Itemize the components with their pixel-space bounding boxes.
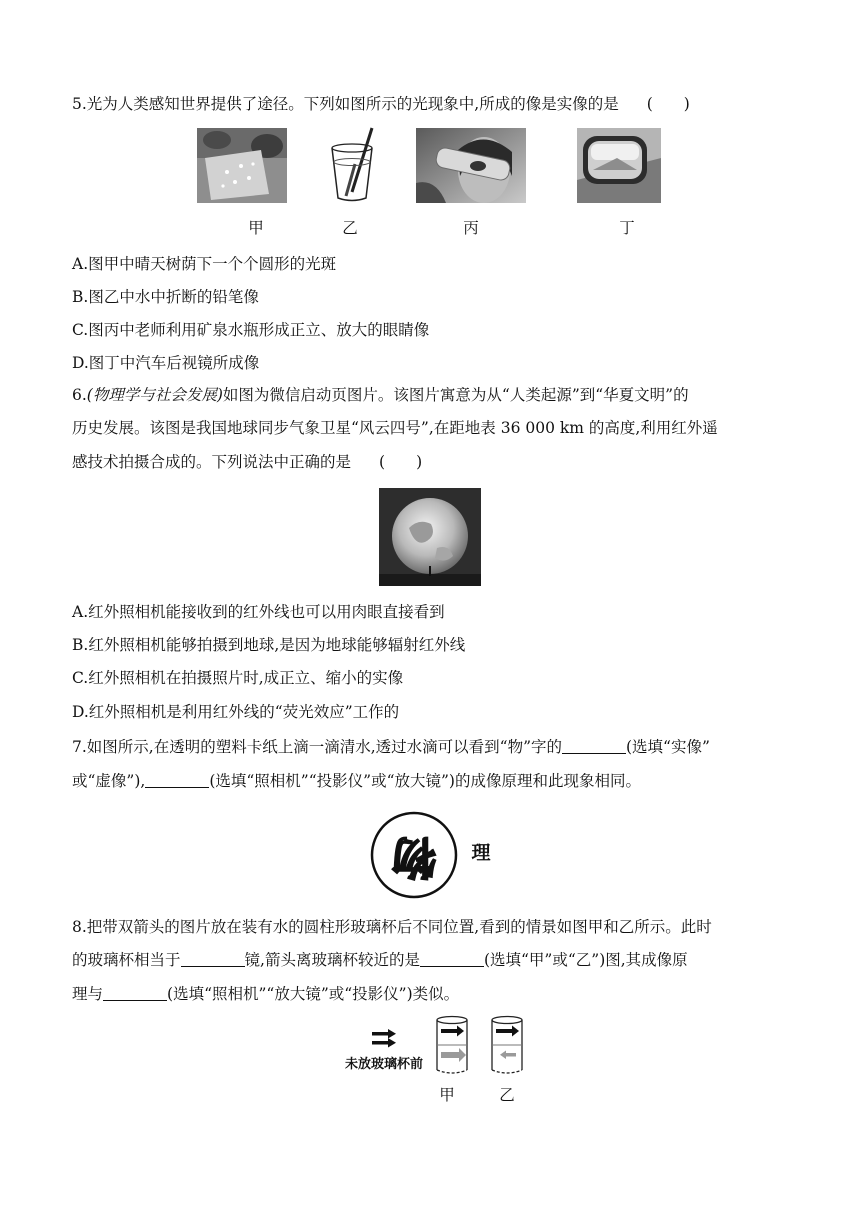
q6-stem-line3: 感技术拍摄合成的。下列说法中正确的是 ( ) xyxy=(72,453,423,471)
q6-stem-line2: 历史发展。该图是我国地球同步气象卫星“风云四号”,在距地表 36 000 km 的高度,利用红外遥 xyxy=(72,419,718,437)
q5-stem: 5.光为人类感知世界提供了途径。下列如图所示的光现象中,所成的像是实像的是 ( ) xyxy=(72,95,690,113)
q6-option-a: A.红外照相机能接收到的红外线也可以用肉眼直接看到 xyxy=(72,603,445,621)
q7-drop-char: 物 xyxy=(392,831,436,882)
q5-answer-bracket: ( ) xyxy=(646,95,690,113)
q5-label-bing: 丙 xyxy=(463,219,479,237)
q5-label-yi: 乙 xyxy=(342,219,358,237)
q5-option-c: C.图丙中老师利用矿泉水瓶形成正立、放大的眼睛像 xyxy=(72,321,430,339)
q5-label-jia: 甲 xyxy=(248,219,264,237)
q7-stem-line2: 或“虚像”), (选填“照相机”“投影仪”或“放大镜”)的成像原理和此现象相同。 xyxy=(72,772,641,790)
q7-blank-1[interactable] xyxy=(562,739,626,754)
q5-photo-ding xyxy=(577,128,661,203)
q5-photo-yi xyxy=(328,126,378,204)
q6-answer-bracket: ( ) xyxy=(379,453,423,471)
q6-option-c: C.红外照相机在拍摄照片时,成正立、缩小的实像 xyxy=(72,669,404,687)
q7-outside-char: 理 xyxy=(471,842,491,864)
q8-blank-3[interactable] xyxy=(103,986,167,1001)
q8-label-yi: 乙 xyxy=(499,1086,515,1104)
q8-blank-2[interactable] xyxy=(420,952,484,967)
q7-water-drop-figure xyxy=(368,810,460,900)
q8-stem-line3: 理与 (选填“照相机”“放大镜”或“投影仪”)类似。 xyxy=(72,985,460,1003)
q6-stem-line1: 6.(物理学与社会发展)如图为微信启动页图片。该图片寓意为从“人类起源”到“华夏文明”的 xyxy=(72,386,689,404)
q5-option-b: B.图乙中水中折断的铅笔像 xyxy=(72,288,259,306)
q8-blank-1[interactable] xyxy=(181,952,245,967)
q8-caption-original: 未放玻璃杯前 xyxy=(344,1057,423,1072)
q6-option-b: B.红外照相机能够拍摄到地球,是因为地球能够辐射红外线 xyxy=(72,636,466,654)
q5-label-ding: 丁 xyxy=(619,219,635,237)
q5-option-d: D.图丁中汽车后视镜所成像 xyxy=(72,354,260,372)
q8-original-arrows xyxy=(372,1029,396,1048)
q8-stem-line1: 8.把带双箭头的图片放在装有水的圆柱形玻璃杯后不同位置,看到的情景如图甲和乙所示。此时 xyxy=(72,918,712,936)
q8-stem-line2: 的玻璃杯相当于 镜,箭头离玻璃杯较近的是 (选填“甲”或“乙”)图,其成像原 xyxy=(72,951,688,969)
q5-option-a: A.图甲中晴天树荫下一个个圆形的光斑 xyxy=(72,255,337,273)
q6-tag: (物理学与社会发展) xyxy=(86,386,223,404)
q7-blank-2[interactable] xyxy=(145,773,209,788)
q7-stem-line1: 7.如图所示,在透明的塑料卡纸上滴一滴清水,透过水滴可以看到“物”字的 (选填“实像” xyxy=(72,738,710,756)
q6-earth-photo xyxy=(379,488,481,586)
q8-cup-yi xyxy=(492,1017,522,1074)
q6-option-d: D.红外照相机是利用红外线的“荧光效应”工作的 xyxy=(72,703,400,721)
q8-cup-jia xyxy=(437,1017,467,1074)
q5-photo-bing xyxy=(416,128,526,203)
q8-label-jia: 甲 xyxy=(439,1086,455,1104)
q5-photo-jia xyxy=(197,128,287,203)
